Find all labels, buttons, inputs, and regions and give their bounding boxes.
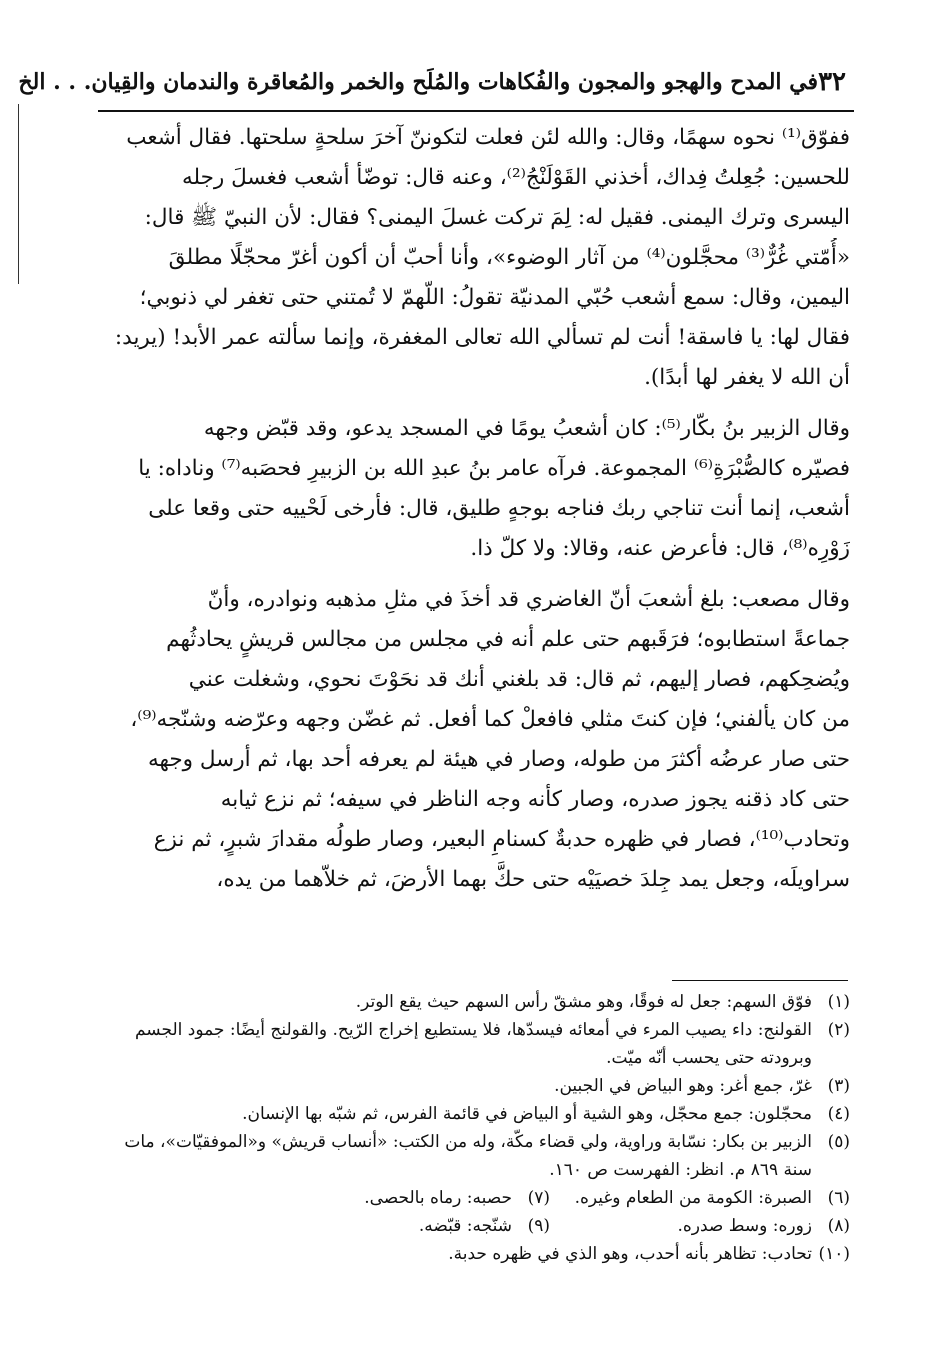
footnote-row bbox=[96, 1212, 850, 1240]
paragraph-2 bbox=[96, 409, 850, 569]
running-head: في المدح والهجو والمجون والفُكاهات والمُلَح والخمر والمُعاقرة والندمان والقِيان. . . الخ bbox=[18, 69, 819, 95]
footnotes bbox=[96, 988, 850, 1268]
text-line: اليمين، وقال: سمع أشعب حُبّي المدنيّة تقولُ: اللّهمّ لا تُمتني حتى تغفر لي ذنوبي؛ bbox=[139, 285, 850, 310]
footnote-number: (٤) bbox=[827, 1104, 850, 1124]
footnote-text: القولنج: داء يصيب المرء في أمعائه فيسدّها، فلا يستطيع إخراج الرّيح. والقولنج أيضًا: جمود الجسم وبرودته حتى يحسب أنّه ميّت. bbox=[134, 1020, 812, 1068]
footnote-row bbox=[96, 1184, 850, 1212]
main-text bbox=[96, 118, 850, 900]
footnote-text: الزبير بن بكار: نسّابة وراوية، ولي قضاء مكّة، وله من الكتب: «أنساب قريش» و«الموفقيّات»، مات سنة ٨٦٩ م. انظر: الفهرست ص ١٦٠. bbox=[124, 1132, 812, 1180]
footnote-text: حصبه: رماه بالحصى. bbox=[364, 1188, 512, 1208]
footnote-2 bbox=[96, 1016, 850, 1072]
footnote-7 bbox=[364, 1184, 550, 1212]
footnote-number: (٦) bbox=[827, 1188, 850, 1208]
footnote-8 bbox=[550, 1212, 850, 1240]
footnote-text: محجّلون: جمع محجّل، وهو الشية أو البياض في قائمة الفرس، ثم شبّه بها الإنسان. bbox=[242, 1104, 812, 1124]
footnote-3 bbox=[96, 1072, 850, 1100]
footnote-number: (٧) bbox=[527, 1188, 550, 1208]
page-number: ٣٢ bbox=[818, 67, 846, 97]
margin-line bbox=[18, 104, 19, 284]
footnote-9 bbox=[419, 1212, 550, 1240]
footnote-text: شنّجه: قبّضه. bbox=[418, 1216, 512, 1236]
text-line: وقال الزبير بنُ بكّار⁽⁵⁾: كان أشعبُ يومًا في المسجد يدعو، وقد قبّض وجهه bbox=[203, 416, 850, 441]
text-line: ويُضحِكهم، فصار إليهم، ثم قال: قد بلغني أنك قد نحَوْتَ نحوي، وشغلت عني bbox=[188, 667, 850, 692]
footnote-number: (٣) bbox=[827, 1076, 850, 1096]
text-line: وتحادب⁽¹⁰⁾، فصار في ظهره حدبةٌ كسنامِ البعير، وصار طولُه مقدارَ شبرٍ، ثم نزع bbox=[153, 827, 850, 852]
footnote-10 bbox=[96, 1240, 850, 1268]
footnote-text: فوّق السهم: جعل له فوقًا، وهو مشقّ رأس السهم حيث يقع الوتر. bbox=[355, 992, 812, 1012]
text-line: سراويلَه، وجعل يمد جِلدَ خصيَيْه حتى حكَّ بهما الأرضَ، ثم خلاّهما من يده، bbox=[216, 867, 850, 892]
footnote-number: (٢) bbox=[827, 1020, 850, 1040]
footnote-number: (٩) bbox=[527, 1216, 550, 1236]
text-line: فقال لها: يا فاسقة! أنت لم تسألي الله تعالى المغفرة، وإنما سألته عمر الأبد! (يريد: bbox=[114, 325, 850, 350]
header-rule bbox=[98, 110, 854, 112]
footnote-1 bbox=[96, 988, 850, 1016]
text-line: ففوّق⁽¹⁾ نحوه سهمًا، وقال: والله لئن فعلت لتكوننّ آخرَ سلحةٍ سلحتها. فقال أشعب bbox=[126, 125, 850, 150]
paragraph-3 bbox=[96, 580, 850, 900]
text-line: وقال مصعب: بلغ أشعبَ أنّ الغاضري قد أخذَ في مثلِ مذهبه ونوادره، وأنّ bbox=[207, 587, 850, 612]
text-line: من كان يألفني؛ فإن كنتَ مثلي فافعلْ كما أفعل. ثم غضّن وجهه وعرّضه وشنّجه⁽⁹⁾، bbox=[130, 707, 850, 732]
footnote-number: (١٠) bbox=[818, 1244, 850, 1264]
footnote-text: غرّ، جمع أغر: وهو البياض في الجبين. bbox=[554, 1076, 812, 1096]
text-line: حتى صار عرضُه أكثرَ من طوله، وصار في هيئة لم يعرفه أحد بها، ثم أرسل وجهه bbox=[147, 747, 850, 772]
footnote-number: (٨) bbox=[827, 1216, 850, 1236]
footnote-5 bbox=[96, 1128, 850, 1184]
text-line: فصيّره كالصُّبْرَةِ⁽⁶⁾ المجموعة. فرآه عامر بنُ عبدِ الله بن الزبيرِ فحصَبه⁽⁷⁾ وناداه: يا bbox=[138, 456, 850, 481]
text-line: زَوْرِه⁽⁸⁾، قال: فأعرض عنه، وقالا: ولا كلّ ذا. bbox=[470, 536, 850, 561]
text-line: جماعةً استطابوه؛ فرَقَبهم حتى علم أنه في مجلس من مجالس قريشٍ يحادثُهم bbox=[166, 627, 850, 652]
text-line: أشعب، إنما أنت تناجي ربك فناجه بوجهٍ طليق، قال: فأرخى لَحْييه حتى وقعا على bbox=[148, 496, 850, 521]
text-line: للحسين: جُعِلتُ فِداك، أخذني القَوْلَنْجُ⁽²⁾، وعنه قال: توضّأ أشعب فغسلَ رجله bbox=[182, 165, 850, 190]
text-line: «أُمّتي غُرٌّ⁽³⁾ محجَّلون⁽⁴⁾ من آثار الوضوء»، وأنا أحبّ أن أكون أغرّ محجّلًا مطلقَ bbox=[168, 245, 850, 270]
text-line: حتى كاد ذقنه يجوز صدره، وصار كأنه وجه الناظر في سيفه؛ ثم نزع ثيابه bbox=[220, 787, 850, 812]
footnote-number: (١) bbox=[827, 992, 850, 1012]
footnote-number: (٥) bbox=[827, 1132, 850, 1152]
footnote-6 bbox=[550, 1184, 850, 1212]
footnote-4 bbox=[96, 1100, 850, 1128]
text-line: اليسرى وترك اليمنى. فقيل له: لِمَ تركت غسلَ اليمنى؟ فقال: لأن النبيّ ﷺ قال: bbox=[144, 205, 850, 230]
text-line: أن الله لا يغفر لها أبدًا). bbox=[644, 365, 850, 390]
footnote-rule bbox=[672, 980, 848, 981]
footnote-text: زوره: وسط صدره. bbox=[677, 1216, 812, 1236]
paragraph-1 bbox=[96, 118, 850, 398]
page-header bbox=[18, 60, 854, 104]
footnote-text: الصبرة: الكومة من الطعام وغيره. bbox=[574, 1188, 812, 1208]
footnote-text: تحادب: تظاهر بأنه أحدب، وهو الذي في ظهره حدبة. bbox=[448, 1244, 812, 1264]
